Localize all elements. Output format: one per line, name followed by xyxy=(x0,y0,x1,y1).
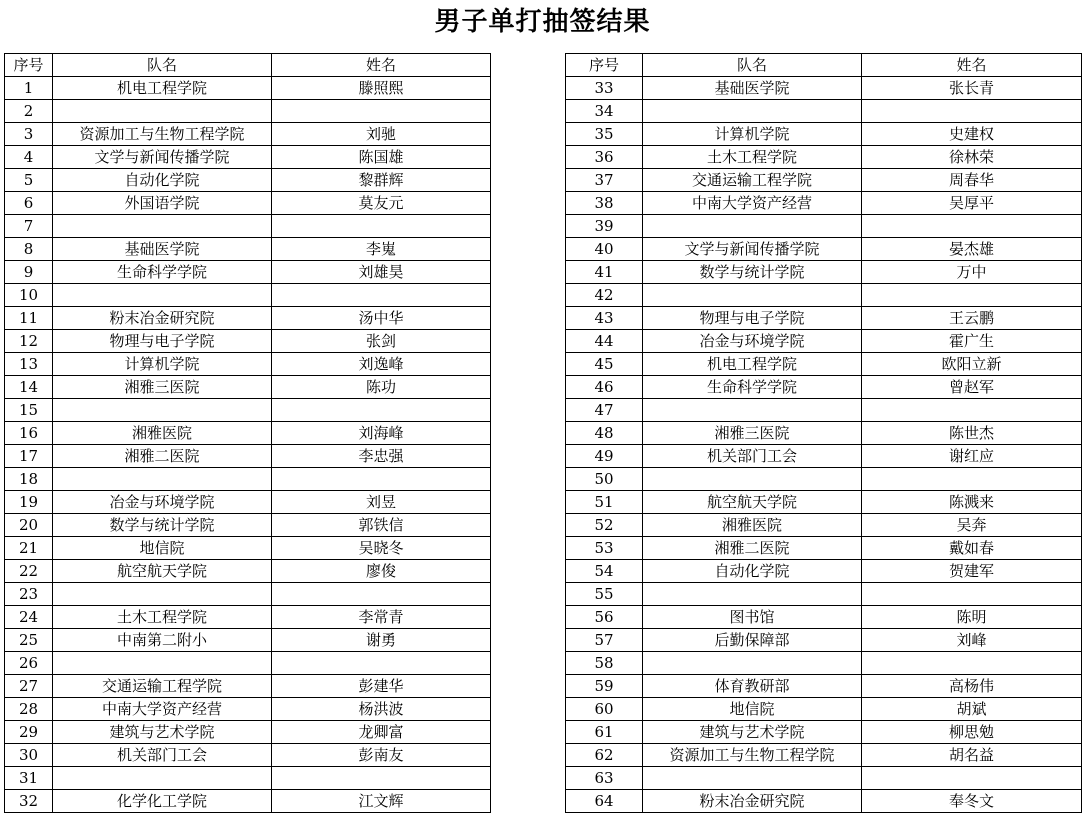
cell-name: 陈溅来 xyxy=(862,491,1082,514)
cell-no: 1 xyxy=(5,77,53,100)
cell-no: 15 xyxy=(5,399,53,422)
table-row xyxy=(5,215,491,238)
cell-team: 资源加工与生物工程学院 xyxy=(643,744,862,767)
cell-no: 42 xyxy=(566,284,643,307)
cell-name xyxy=(272,468,491,491)
cell-team: 湘雅医院 xyxy=(53,422,272,445)
cell-team: 航空航天学院 xyxy=(53,560,272,583)
table-row xyxy=(566,790,1082,813)
draw-table-left xyxy=(4,53,491,813)
header-no: 序号 xyxy=(5,54,53,77)
table-row xyxy=(5,560,491,583)
cell-name xyxy=(862,399,1082,422)
cell-no: 54 xyxy=(566,560,643,583)
cell-name: 龙卿富 xyxy=(272,721,491,744)
cell-team: 计算机学院 xyxy=(643,123,862,146)
header-name: 姓名 xyxy=(862,54,1082,77)
cell-no: 21 xyxy=(5,537,53,560)
cell-no: 59 xyxy=(566,675,643,698)
table-row xyxy=(5,606,491,629)
cell-name: 吴晓冬 xyxy=(272,537,491,560)
cell-no: 13 xyxy=(5,353,53,376)
cell-team xyxy=(53,652,272,675)
cell-team: 土木工程学院 xyxy=(643,146,862,169)
cell-no: 60 xyxy=(566,698,643,721)
cell-name xyxy=(862,100,1082,123)
cell-name xyxy=(272,215,491,238)
table-row xyxy=(566,652,1082,675)
cell-no: 9 xyxy=(5,261,53,284)
table-row xyxy=(566,629,1082,652)
cell-team: 后勤保障部 xyxy=(643,629,862,652)
cell-team: 航空航天学院 xyxy=(643,491,862,514)
cell-no: 56 xyxy=(566,606,643,629)
header-no: 序号 xyxy=(566,54,643,77)
cell-name: 史建权 xyxy=(862,123,1082,146)
cell-no: 35 xyxy=(566,123,643,146)
cell-team: 文学与新闻传播学院 xyxy=(53,146,272,169)
cell-name: 刘雄昊 xyxy=(272,261,491,284)
draw-table-right-body xyxy=(566,54,1082,813)
cell-no: 64 xyxy=(566,790,643,813)
cell-no: 44 xyxy=(566,330,643,353)
header-name: 姓名 xyxy=(272,54,491,77)
cell-team xyxy=(53,583,272,606)
cell-no: 12 xyxy=(5,330,53,353)
table-row xyxy=(566,537,1082,560)
cell-team: 体育教研部 xyxy=(643,675,862,698)
cell-name: 霍广生 xyxy=(862,330,1082,353)
cell-no: 63 xyxy=(566,767,643,790)
cell-name: 彭南友 xyxy=(272,744,491,767)
table-row xyxy=(566,399,1082,422)
table-row xyxy=(5,790,491,813)
cell-team: 湘雅医院 xyxy=(643,514,862,537)
table-row xyxy=(5,376,491,399)
cell-team: 中南第二附小 xyxy=(53,629,272,652)
cell-team xyxy=(53,767,272,790)
cell-name: 陈明 xyxy=(862,606,1082,629)
cell-name: 刘驰 xyxy=(272,123,491,146)
cell-name: 王云鹏 xyxy=(862,307,1082,330)
cell-name: 贺建军 xyxy=(862,560,1082,583)
cell-team: 中南大学资产经营 xyxy=(53,698,272,721)
cell-team xyxy=(643,215,862,238)
cell-team: 自动化学院 xyxy=(643,560,862,583)
table-row xyxy=(5,77,491,100)
cell-name: 陈国雄 xyxy=(272,146,491,169)
cell-no: 48 xyxy=(566,422,643,445)
draw-table-left-body xyxy=(5,54,491,813)
cell-name: 李嵬 xyxy=(272,238,491,261)
cell-name: 陈世杰 xyxy=(862,422,1082,445)
cell-team: 交通运输工程学院 xyxy=(643,169,862,192)
cell-team: 数学与统计学院 xyxy=(53,514,272,537)
cell-name: 胡名益 xyxy=(862,744,1082,767)
cell-team: 建筑与艺术学院 xyxy=(643,721,862,744)
table-row xyxy=(5,675,491,698)
cell-name: 徐林荣 xyxy=(862,146,1082,169)
table-row xyxy=(566,100,1082,123)
cell-team: 湘雅三医院 xyxy=(643,422,862,445)
cell-team xyxy=(643,652,862,675)
cell-no: 37 xyxy=(566,169,643,192)
cell-no: 19 xyxy=(5,491,53,514)
draw-table-right xyxy=(565,53,1082,813)
table-row xyxy=(566,192,1082,215)
table-row xyxy=(5,330,491,353)
cell-no: 18 xyxy=(5,468,53,491)
table-row xyxy=(5,261,491,284)
cell-no: 20 xyxy=(5,514,53,537)
cell-no: 51 xyxy=(566,491,643,514)
table-row xyxy=(566,445,1082,468)
cell-name: 高杨伟 xyxy=(862,675,1082,698)
cell-no: 14 xyxy=(5,376,53,399)
cell-team: 基础医学院 xyxy=(53,238,272,261)
table-row xyxy=(566,721,1082,744)
cell-team: 冶金与环境学院 xyxy=(53,491,272,514)
cell-no: 46 xyxy=(566,376,643,399)
cell-no: 17 xyxy=(5,445,53,468)
table-row xyxy=(5,514,491,537)
table-row xyxy=(566,215,1082,238)
cell-name xyxy=(272,652,491,675)
cell-no: 29 xyxy=(5,721,53,744)
table-row xyxy=(5,629,491,652)
cell-team: 建筑与艺术学院 xyxy=(53,721,272,744)
cell-team: 生命科学学院 xyxy=(53,261,272,284)
cell-team: 地信院 xyxy=(53,537,272,560)
cell-team xyxy=(53,399,272,422)
cell-name: 李忠强 xyxy=(272,445,491,468)
cell-no: 50 xyxy=(566,468,643,491)
cell-no: 55 xyxy=(566,583,643,606)
table-row xyxy=(566,307,1082,330)
table-row xyxy=(566,284,1082,307)
cell-no: 6 xyxy=(5,192,53,215)
cell-no: 36 xyxy=(566,146,643,169)
cell-no: 40 xyxy=(566,238,643,261)
cell-team xyxy=(643,767,862,790)
table-row xyxy=(566,146,1082,169)
table-row xyxy=(566,238,1082,261)
cell-name: 廖俊 xyxy=(272,560,491,583)
table-row xyxy=(566,422,1082,445)
cell-name xyxy=(272,583,491,606)
cell-no: 34 xyxy=(566,100,643,123)
cell-no: 57 xyxy=(566,629,643,652)
cell-team xyxy=(643,284,862,307)
cell-name: 张长青 xyxy=(862,77,1082,100)
table-row xyxy=(5,123,491,146)
table-row xyxy=(5,399,491,422)
cell-no: 39 xyxy=(566,215,643,238)
table-row xyxy=(5,307,491,330)
cell-name: 李常青 xyxy=(272,606,491,629)
table-row xyxy=(566,468,1082,491)
cell-team: 计算机学院 xyxy=(53,353,272,376)
table-row xyxy=(566,606,1082,629)
cell-no: 22 xyxy=(5,560,53,583)
cell-no: 28 xyxy=(5,698,53,721)
cell-name: 郭铁信 xyxy=(272,514,491,537)
cell-team: 地信院 xyxy=(643,698,862,721)
header-row xyxy=(566,54,1082,77)
table-row xyxy=(5,169,491,192)
cell-team: 基础医学院 xyxy=(643,77,862,100)
table-row xyxy=(5,284,491,307)
table-row xyxy=(566,675,1082,698)
cell-team: 机电工程学院 xyxy=(53,77,272,100)
cell-team xyxy=(643,399,862,422)
cell-no: 47 xyxy=(566,399,643,422)
cell-name: 晏杰雄 xyxy=(862,238,1082,261)
cell-no: 41 xyxy=(566,261,643,284)
cell-name xyxy=(862,284,1082,307)
cell-team: 交通运输工程学院 xyxy=(53,675,272,698)
table-row xyxy=(566,261,1082,284)
table-row xyxy=(566,123,1082,146)
cell-no: 45 xyxy=(566,353,643,376)
cell-name xyxy=(862,468,1082,491)
cell-name: 陈功 xyxy=(272,376,491,399)
cell-team xyxy=(53,284,272,307)
cell-name: 莫友元 xyxy=(272,192,491,215)
cell-name: 滕照熙 xyxy=(272,77,491,100)
table-row xyxy=(566,698,1082,721)
table-row xyxy=(566,353,1082,376)
cell-name: 吴奔 xyxy=(862,514,1082,537)
cell-team xyxy=(643,583,862,606)
cell-no: 33 xyxy=(566,77,643,100)
cell-no: 52 xyxy=(566,514,643,537)
cell-name: 奉冬文 xyxy=(862,790,1082,813)
cell-name: 杨洪波 xyxy=(272,698,491,721)
cell-no: 32 xyxy=(5,790,53,813)
cell-no: 8 xyxy=(5,238,53,261)
cell-name: 吴厚平 xyxy=(862,192,1082,215)
cell-name: 万中 xyxy=(862,261,1082,284)
cell-no: 5 xyxy=(5,169,53,192)
cell-no: 3 xyxy=(5,123,53,146)
cell-no: 27 xyxy=(5,675,53,698)
cell-name: 周春华 xyxy=(862,169,1082,192)
cell-name xyxy=(272,767,491,790)
cell-no: 43 xyxy=(566,307,643,330)
cell-team: 湘雅二医院 xyxy=(53,445,272,468)
cell-team: 土木工程学院 xyxy=(53,606,272,629)
cell-team: 机关部门工会 xyxy=(643,445,862,468)
cell-name: 谢红应 xyxy=(862,445,1082,468)
table-row xyxy=(5,100,491,123)
table-row xyxy=(5,744,491,767)
cell-no: 26 xyxy=(5,652,53,675)
table-row xyxy=(5,192,491,215)
cell-name xyxy=(862,583,1082,606)
cell-team: 生命科学学院 xyxy=(643,376,862,399)
cell-no: 11 xyxy=(5,307,53,330)
cell-name xyxy=(272,284,491,307)
table-row xyxy=(5,468,491,491)
cell-team: 冶金与环境学院 xyxy=(643,330,862,353)
table-row xyxy=(5,767,491,790)
header-team: 队名 xyxy=(53,54,272,77)
cell-name xyxy=(862,767,1082,790)
cell-name xyxy=(272,399,491,422)
cell-no: 62 xyxy=(566,744,643,767)
cell-no: 38 xyxy=(566,192,643,215)
cell-name xyxy=(862,652,1082,675)
table-row xyxy=(5,583,491,606)
cell-no: 30 xyxy=(5,744,53,767)
page-title: 男子单打抽签结果 xyxy=(434,7,651,37)
cell-name: 张剑 xyxy=(272,330,491,353)
cell-team: 中南大学资产经营 xyxy=(643,192,862,215)
table-row xyxy=(566,169,1082,192)
cell-name: 汤中华 xyxy=(272,307,491,330)
cell-name: 戴如春 xyxy=(862,537,1082,560)
cell-no: 16 xyxy=(5,422,53,445)
cell-no: 24 xyxy=(5,606,53,629)
table-row xyxy=(566,514,1082,537)
cell-name: 刘峰 xyxy=(862,629,1082,652)
header-row xyxy=(5,54,491,77)
cell-team xyxy=(53,468,272,491)
cell-team: 机关部门工会 xyxy=(53,744,272,767)
cell-name: 刘海峰 xyxy=(272,422,491,445)
table-row xyxy=(566,744,1082,767)
table-row xyxy=(566,376,1082,399)
cell-team: 粉末冶金研究院 xyxy=(643,790,862,813)
cell-team: 自动化学院 xyxy=(53,169,272,192)
cell-no: 25 xyxy=(5,629,53,652)
cell-team: 资源加工与生物工程学院 xyxy=(53,123,272,146)
table-row xyxy=(566,330,1082,353)
cell-name: 欧阳立新 xyxy=(862,353,1082,376)
cell-name xyxy=(862,215,1082,238)
cell-team xyxy=(53,100,272,123)
cell-team: 数学与统计学院 xyxy=(643,261,862,284)
cell-team xyxy=(53,215,272,238)
cell-team: 物理与电子学院 xyxy=(53,330,272,353)
table-row xyxy=(566,491,1082,514)
table-row xyxy=(5,422,491,445)
cell-no: 49 xyxy=(566,445,643,468)
cell-name: 江文辉 xyxy=(272,790,491,813)
table-row xyxy=(5,652,491,675)
cell-name: 曾赵军 xyxy=(862,376,1082,399)
cell-team: 湘雅三医院 xyxy=(53,376,272,399)
cell-no: 10 xyxy=(5,284,53,307)
cell-team: 图书馆 xyxy=(643,606,862,629)
table-row xyxy=(566,77,1082,100)
cell-team: 机电工程学院 xyxy=(643,353,862,376)
cell-no: 61 xyxy=(566,721,643,744)
cell-team xyxy=(643,468,862,491)
table-row xyxy=(5,353,491,376)
table-row xyxy=(5,537,491,560)
cell-no: 53 xyxy=(566,537,643,560)
cell-name: 刘逸峰 xyxy=(272,353,491,376)
cell-no: 23 xyxy=(5,583,53,606)
cell-team: 文学与新闻传播学院 xyxy=(643,238,862,261)
cell-name: 谢勇 xyxy=(272,629,491,652)
table-row xyxy=(5,238,491,261)
cell-name: 柳思勉 xyxy=(862,721,1082,744)
cell-no: 7 xyxy=(5,215,53,238)
header-team: 队名 xyxy=(643,54,862,77)
cell-team: 物理与电子学院 xyxy=(643,307,862,330)
cell-team: 粉末冶金研究院 xyxy=(53,307,272,330)
cell-name: 彭建华 xyxy=(272,675,491,698)
table-row xyxy=(5,721,491,744)
cell-no: 31 xyxy=(5,767,53,790)
table-row xyxy=(5,698,491,721)
cell-no: 2 xyxy=(5,100,53,123)
cell-team: 外国语学院 xyxy=(53,192,272,215)
table-row xyxy=(5,491,491,514)
table-row xyxy=(566,583,1082,606)
cell-name: 黎群辉 xyxy=(272,169,491,192)
cell-name: 胡斌 xyxy=(862,698,1082,721)
cell-team: 化学化工学院 xyxy=(53,790,272,813)
cell-name: 刘昱 xyxy=(272,491,491,514)
table-row xyxy=(566,560,1082,583)
cell-no: 4 xyxy=(5,146,53,169)
cell-no: 58 xyxy=(566,652,643,675)
cell-team: 湘雅二医院 xyxy=(643,537,862,560)
cell-name xyxy=(272,100,491,123)
cell-team xyxy=(643,100,862,123)
table-row xyxy=(5,445,491,468)
table-row xyxy=(5,146,491,169)
table-row xyxy=(566,767,1082,790)
